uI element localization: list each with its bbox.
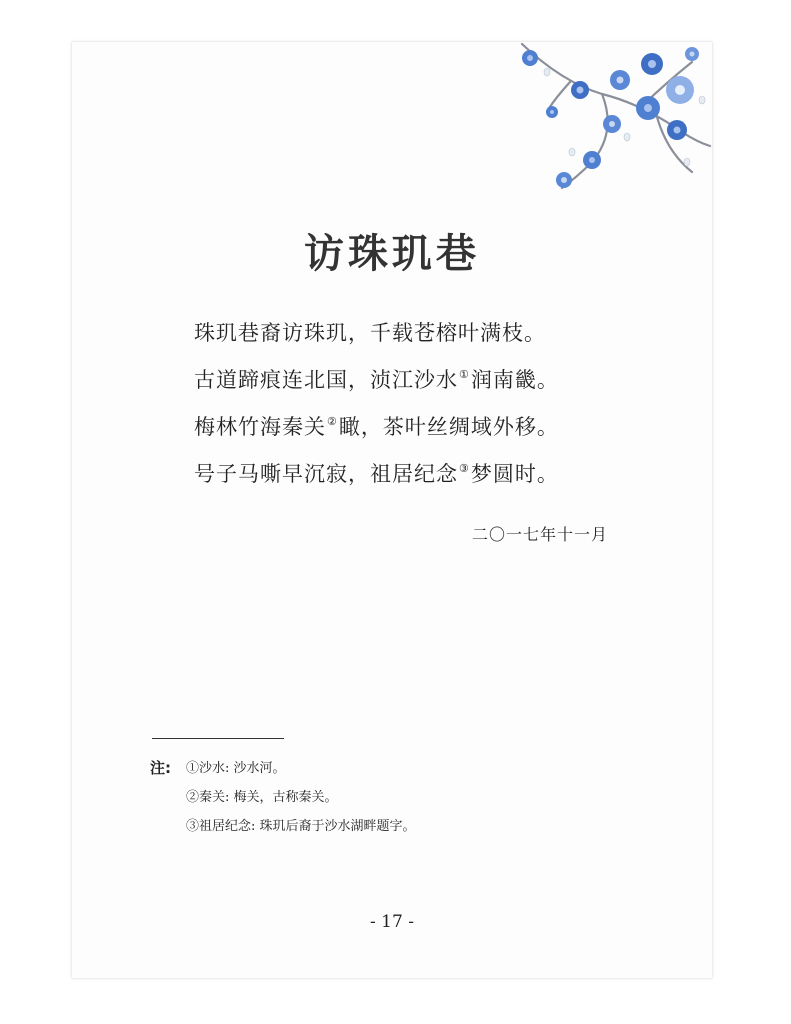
footnote-item: ③祖居纪念: 珠玑后裔于沙水湖畔题字。 — [186, 819, 416, 834]
poem-title: 访珠玑巷 — [304, 231, 480, 277]
poem-body — [194, 312, 559, 495]
footnote-marker: ① — [459, 368, 470, 381]
plum-blossom-branch-icon — [452, 42, 712, 202]
footnote-marker: ③ — [459, 462, 470, 475]
poem-line-4: 号子马嘶早沉寂，祖居纪念③梦圆时。 — [194, 462, 559, 486]
page-number: - 17 - — [370, 912, 414, 932]
poem-line-3: 梅林竹海秦关②瞰，茶叶丝绸域外移。 — [194, 415, 559, 439]
poem-line-2: 古道蹄痕连北国，浈江沙水①润南畿。 — [194, 368, 559, 392]
poem-line-1: 珠玑巷裔访珠玑，千载苍榕叶满枝。 — [194, 321, 546, 345]
footnotes — [150, 754, 416, 841]
footnote-item: ①沙水: 沙水河。 — [186, 761, 286, 776]
footnote-item: ②秦关: 梅关，古称秦关。 — [186, 790, 338, 805]
poem-date: 二〇一七年十一月 — [471, 525, 608, 544]
footnotes-heading: 注: — [150, 759, 171, 777]
footnote-list — [186, 754, 416, 841]
footnote-marker: ② — [327, 415, 338, 428]
book-page — [72, 42, 712, 978]
footnote-divider — [152, 738, 284, 739]
